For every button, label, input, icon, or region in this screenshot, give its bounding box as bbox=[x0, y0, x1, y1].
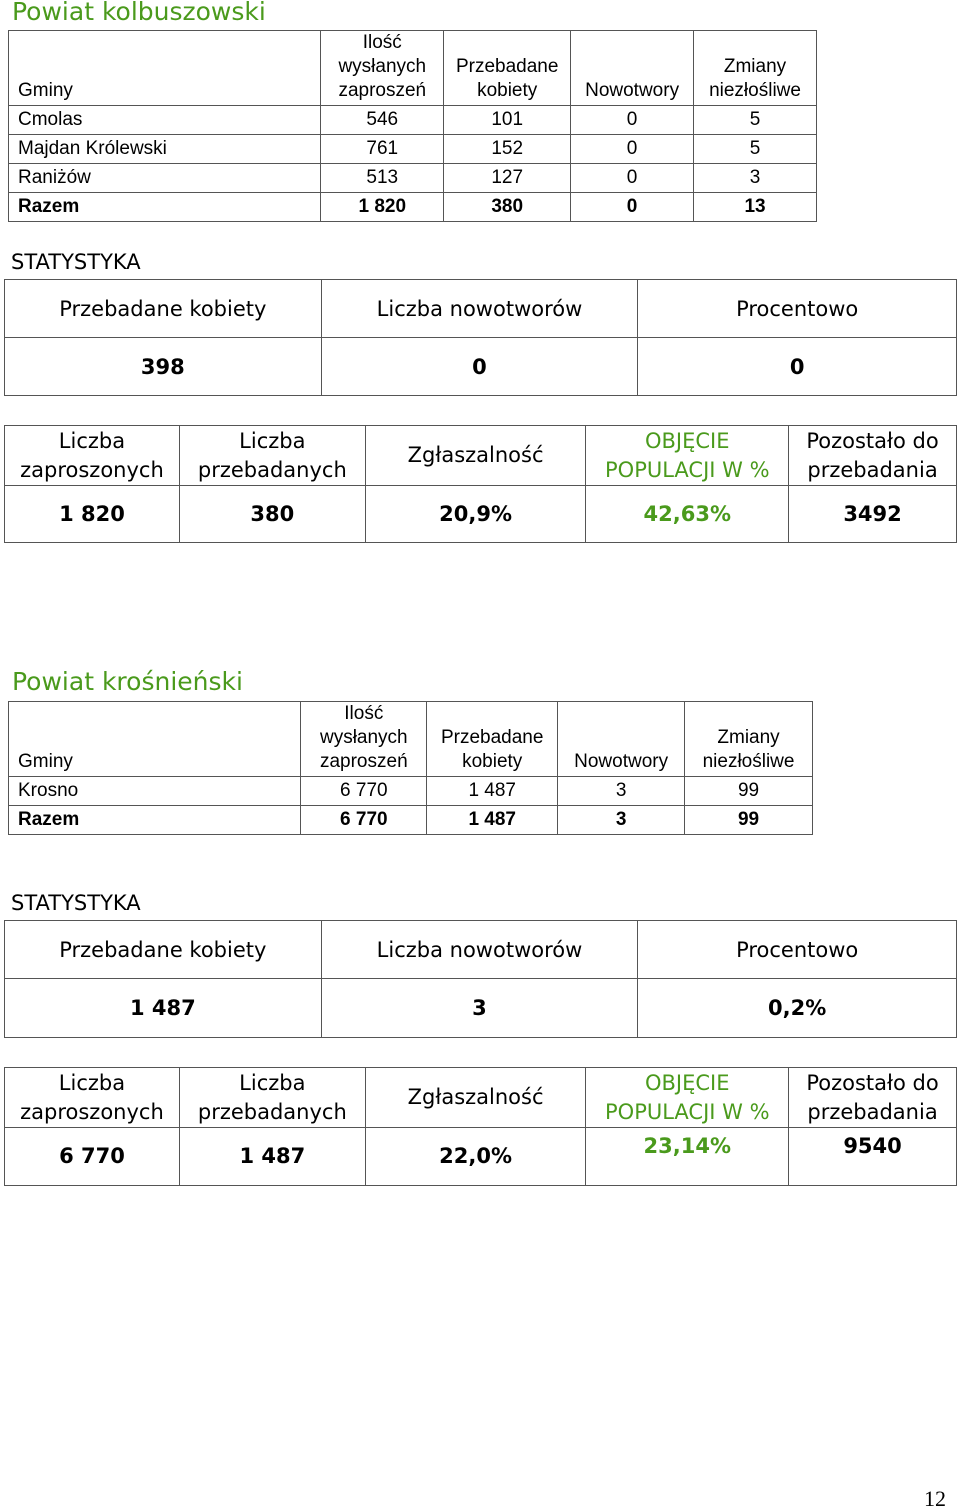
cell-gmina: Majdan Królewski bbox=[9, 135, 321, 164]
coverage-header-row bbox=[5, 426, 957, 486]
cell-zmiany: 3 bbox=[694, 164, 817, 193]
cell-przebadane: 380 bbox=[444, 193, 571, 222]
statystyka-table-kolbuszowski bbox=[4, 279, 957, 396]
cell-zmiany: 13 bbox=[694, 193, 817, 222]
cell-przebadane: 1 487 bbox=[427, 806, 558, 835]
coverage-header-pozostalo: Pozostało do przebadania bbox=[789, 426, 957, 486]
coverage-value-zaproszonych: 1 820 bbox=[5, 486, 180, 543]
statystyka-title: STATYSTYKA bbox=[11, 250, 141, 274]
cell-nowotwory: 0 bbox=[571, 106, 694, 135]
coverage-table-krosnienski bbox=[4, 1067, 957, 1186]
cell-zmiany: 99 bbox=[685, 777, 813, 806]
coverage-header-objecie: OBJĘCIE POPULACJI W % bbox=[586, 426, 789, 486]
stat-value-nowotwory: 3 bbox=[321, 979, 638, 1038]
header-przebadane: Przebadane kobiety bbox=[427, 702, 558, 777]
cell-przebadane: 127 bbox=[444, 164, 571, 193]
coverage-value-row bbox=[5, 1128, 957, 1186]
statystyka-table-krosnienski bbox=[4, 920, 957, 1038]
coverage-header-zglaszalnosc: Zgłaszalność bbox=[365, 426, 586, 486]
coverage-header-zaproszonych: Liczba zaproszonych bbox=[5, 426, 180, 486]
coverage-value-pozostalo: 3492 bbox=[789, 486, 957, 543]
table-row bbox=[9, 135, 817, 164]
stat-value-przebadane: 1 487 bbox=[5, 979, 322, 1038]
page-number: 12 bbox=[924, 1486, 946, 1511]
coverage-value-przebadanych: 1 487 bbox=[179, 1128, 365, 1186]
cell-zaproszenia: 513 bbox=[321, 164, 444, 193]
stat-value-row bbox=[5, 338, 957, 396]
section-title-kolbuszowski: Powiat kolbuszowski bbox=[12, 0, 266, 26]
header-gminy: Gminy bbox=[9, 702, 301, 777]
table-row bbox=[9, 777, 813, 806]
table-header-row bbox=[9, 702, 813, 777]
cell-przebadane: 152 bbox=[444, 135, 571, 164]
stat-header-row bbox=[5, 280, 957, 338]
cell-gmina: Razem bbox=[9, 806, 301, 835]
stat-value-procentowo: 0,2% bbox=[638, 979, 957, 1038]
coverage-value-przebadanych: 380 bbox=[179, 486, 365, 543]
stat-value-row bbox=[5, 979, 957, 1038]
cell-gmina: Razem bbox=[9, 193, 321, 222]
cell-nowotwory: 3 bbox=[558, 806, 685, 835]
header-zaproszenia: Ilość wysłanych zaproszeń bbox=[321, 31, 444, 106]
coverage-value-zglaszalnosc: 22,0% bbox=[365, 1128, 586, 1186]
coverage-header-zaproszonych: Liczba zaproszonych bbox=[5, 1068, 180, 1128]
coverage-table-kolbuszowski bbox=[4, 425, 957, 543]
cell-zaproszenia: 6 770 bbox=[301, 777, 427, 806]
gminy-table-krosnienski bbox=[8, 701, 813, 835]
header-przebadane: Przebadane kobiety bbox=[444, 31, 571, 106]
stat-header-procentowo: Procentowo bbox=[638, 921, 957, 979]
stat-header-nowotwory: Liczba nowotworów bbox=[321, 280, 638, 338]
section-title-krosnienski: Powiat krośnieński bbox=[12, 667, 243, 696]
coverage-value-pozostalo: 9540 bbox=[789, 1128, 957, 1186]
cell-przebadane: 101 bbox=[444, 106, 571, 135]
stat-header-przebadane: Przebadane kobiety bbox=[5, 921, 322, 979]
cell-gmina: Krosno bbox=[9, 777, 301, 806]
cell-zaproszenia: 761 bbox=[321, 135, 444, 164]
cell-gmina: Raniżów bbox=[9, 164, 321, 193]
coverage-header-objecie: OBJĘCIE POPULACJI W % bbox=[586, 1068, 789, 1128]
table-header-row bbox=[9, 31, 817, 106]
header-nowotwory: Nowotwory bbox=[558, 702, 685, 777]
stat-header-nowotwory: Liczba nowotworów bbox=[321, 921, 638, 979]
cell-nowotwory: 0 bbox=[571, 135, 694, 164]
table-total-row bbox=[9, 806, 813, 835]
cell-zaproszenia: 546 bbox=[321, 106, 444, 135]
coverage-header-pozostalo: Pozostało do przebadania bbox=[789, 1068, 957, 1128]
coverage-header-przebadanych: Liczba przebadanych bbox=[179, 1068, 365, 1128]
coverage-value-zglaszalnosc: 20,9% bbox=[365, 486, 586, 543]
header-zaproszenia: Ilość wysłanych zaproszeń bbox=[301, 702, 427, 777]
cell-zaproszenia: 1 820 bbox=[321, 193, 444, 222]
coverage-value-objecie: 23,14% bbox=[586, 1128, 789, 1186]
statystyka-title: STATYSTYKA bbox=[11, 891, 141, 915]
stat-header-przebadane: Przebadane kobiety bbox=[5, 280, 322, 338]
header-zmiany: Zmiany niezłośliwe bbox=[685, 702, 813, 777]
cell-nowotwory: 0 bbox=[571, 193, 694, 222]
cell-przebadane: 1 487 bbox=[427, 777, 558, 806]
cell-zmiany: 5 bbox=[694, 135, 817, 164]
coverage-value-zaproszonych: 6 770 bbox=[5, 1128, 180, 1186]
stat-value-nowotwory: 0 bbox=[321, 338, 638, 396]
table-row bbox=[9, 164, 817, 193]
coverage-value-objecie: 42,63% bbox=[586, 486, 789, 543]
stat-value-przebadane: 398 bbox=[5, 338, 322, 396]
coverage-header-zglaszalnosc: Zgłaszalność bbox=[365, 1068, 586, 1128]
table-total-row bbox=[9, 193, 817, 222]
header-zmiany: Zmiany niezłośliwe bbox=[694, 31, 817, 106]
cell-zaproszenia: 6 770 bbox=[301, 806, 427, 835]
gminy-table-kolbuszowski bbox=[8, 30, 817, 222]
stat-header-row bbox=[5, 921, 957, 979]
header-gminy: Gminy bbox=[9, 31, 321, 106]
coverage-header-row bbox=[5, 1068, 957, 1128]
cell-zmiany: 5 bbox=[694, 106, 817, 135]
cell-gmina: Cmolas bbox=[9, 106, 321, 135]
coverage-header-przebadanych: Liczba przebadanych bbox=[179, 426, 365, 486]
cell-nowotwory: 3 bbox=[558, 777, 685, 806]
cell-zmiany: 99 bbox=[685, 806, 813, 835]
coverage-value-row bbox=[5, 486, 957, 543]
stat-value-procentowo: 0 bbox=[638, 338, 957, 396]
stat-header-procentowo: Procentowo bbox=[638, 280, 957, 338]
cell-nowotwory: 0 bbox=[571, 164, 694, 193]
table-row bbox=[9, 106, 817, 135]
header-nowotwory: Nowotwory bbox=[571, 31, 694, 106]
